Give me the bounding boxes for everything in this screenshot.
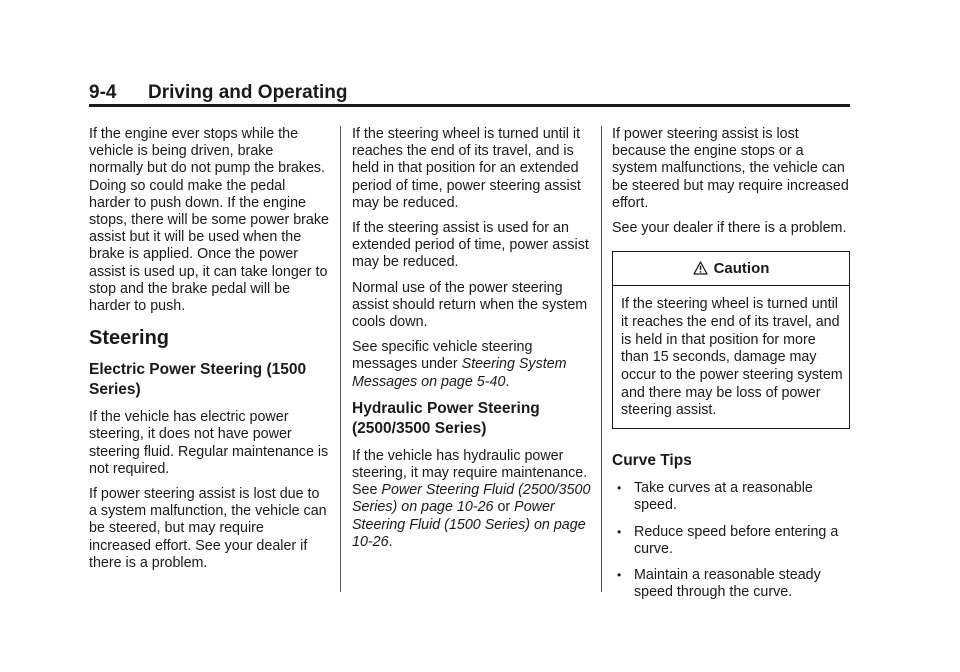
- column-divider-1: [340, 126, 341, 592]
- curve-tips-list: [612, 480, 852, 601]
- heading-steering: Steering: [89, 327, 170, 350]
- link-steering-system-messages[interactable]: Steering System Messages on page 5-40: [352, 356, 567, 390]
- paragraph-normal-use: Normal use of the power steering assist should return when the system cools down.: [352, 279, 588, 331]
- bullet-icon: •: [617, 567, 622, 582]
- caution-box: [612, 251, 850, 429]
- subheading-electric-power-steering: Electric Power Steering (1500 Series): [89, 361, 307, 399]
- header-rule: [89, 104, 850, 107]
- section-title: Driving and Operating: [148, 82, 348, 103]
- caution-text: If the steering wheel is turned until it reaches the end of its travel, and is held in that position for more than 15 seconds, damage may occur to the power steering system and there may be loss of power steering assist.: [621, 296, 843, 419]
- list-item: • Reduce speed before entering a curve.: [617, 523, 839, 557]
- warning-triangle-icon: [693, 261, 708, 279]
- paragraph-extended-assist: If the steering assist is used for an extended period of time, power assist may be reduced.: [352, 220, 589, 271]
- bullet-icon: •: [617, 481, 622, 496]
- column-3: [612, 126, 852, 610]
- paragraph-assist-lost-engine: If power steering assist is lost because the engine stops or a system malfunctions, the vehicle can be steered but may require increased effort.: [612, 126, 849, 211]
- paragraph-steering-messages: See specific vehicle steering messages under Steering System Messages on page 5-40.: [352, 339, 567, 390]
- column-1: [89, 126, 329, 580]
- column-divider-2: [601, 126, 602, 592]
- paragraph-engine-stops: If the engine ever stops while the vehicle is being driven, brake normally but do not pump the brakes. Doing so could make the pedal harder to push down. If the engine stops, there will be some power brake assist but it will be used when the brake is applied. Once the power assist is used up, it can take longer to stop and the brake pedal will be harder to push.: [89, 126, 329, 315]
- link-power-steering-fluid-2500[interactable]: Power Steering Fluid (2500/3500 Series) on page 10-26: [352, 482, 591, 516]
- caution-title: Caution: [713, 260, 770, 278]
- page-number: 9-4: [89, 82, 117, 103]
- bullet-icon: •: [617, 524, 622, 539]
- paragraph-hps-maintenance: If the vehicle has hydraulic power steering, it may require maintenance. See Power Steering Fluid (2500/3500 Series) on page 10-26 or Power Steering Fluid (1500 Series) on page 10-26.: [352, 447, 591, 550]
- column-2: [352, 126, 592, 559]
- paragraph-eps-fluid: If the vehicle has electric power steering, it does not have power steering fluid. Regular maintenance is not required.: [89, 409, 329, 477]
- subheading-curve-tips: Curve Tips: [612, 452, 692, 470]
- caution-header: [613, 252, 849, 286]
- paragraph-see-dealer: See your dealer if there is a problem.: [612, 220, 847, 237]
- paragraph-eps-assist-lost: If power steering assist is lost due to a system malfunction, the vehicle can be steered, but may require increased effort. See your dealer if there is a problem.: [89, 486, 327, 571]
- list-item: • Maintain a reasonable steady speed through the curve.: [617, 566, 821, 601]
- link-power-steering-fluid-1500[interactable]: Power Steering Fluid (1500 Series) on page 10-26: [352, 499, 586, 550]
- subheading-hydraulic-power-steering: Hydraulic Power Steering (2500/3500 Series): [352, 399, 540, 437]
- page-header: [89, 82, 850, 106]
- paragraph-wheel-end-travel: If the steering wheel is turned until it reaches the end of its travel, and is held in that position for an extended period of time, power steering assist may be reduced.: [352, 126, 581, 211]
- list-item: • Take curves at a reasonable speed.: [617, 480, 813, 514]
